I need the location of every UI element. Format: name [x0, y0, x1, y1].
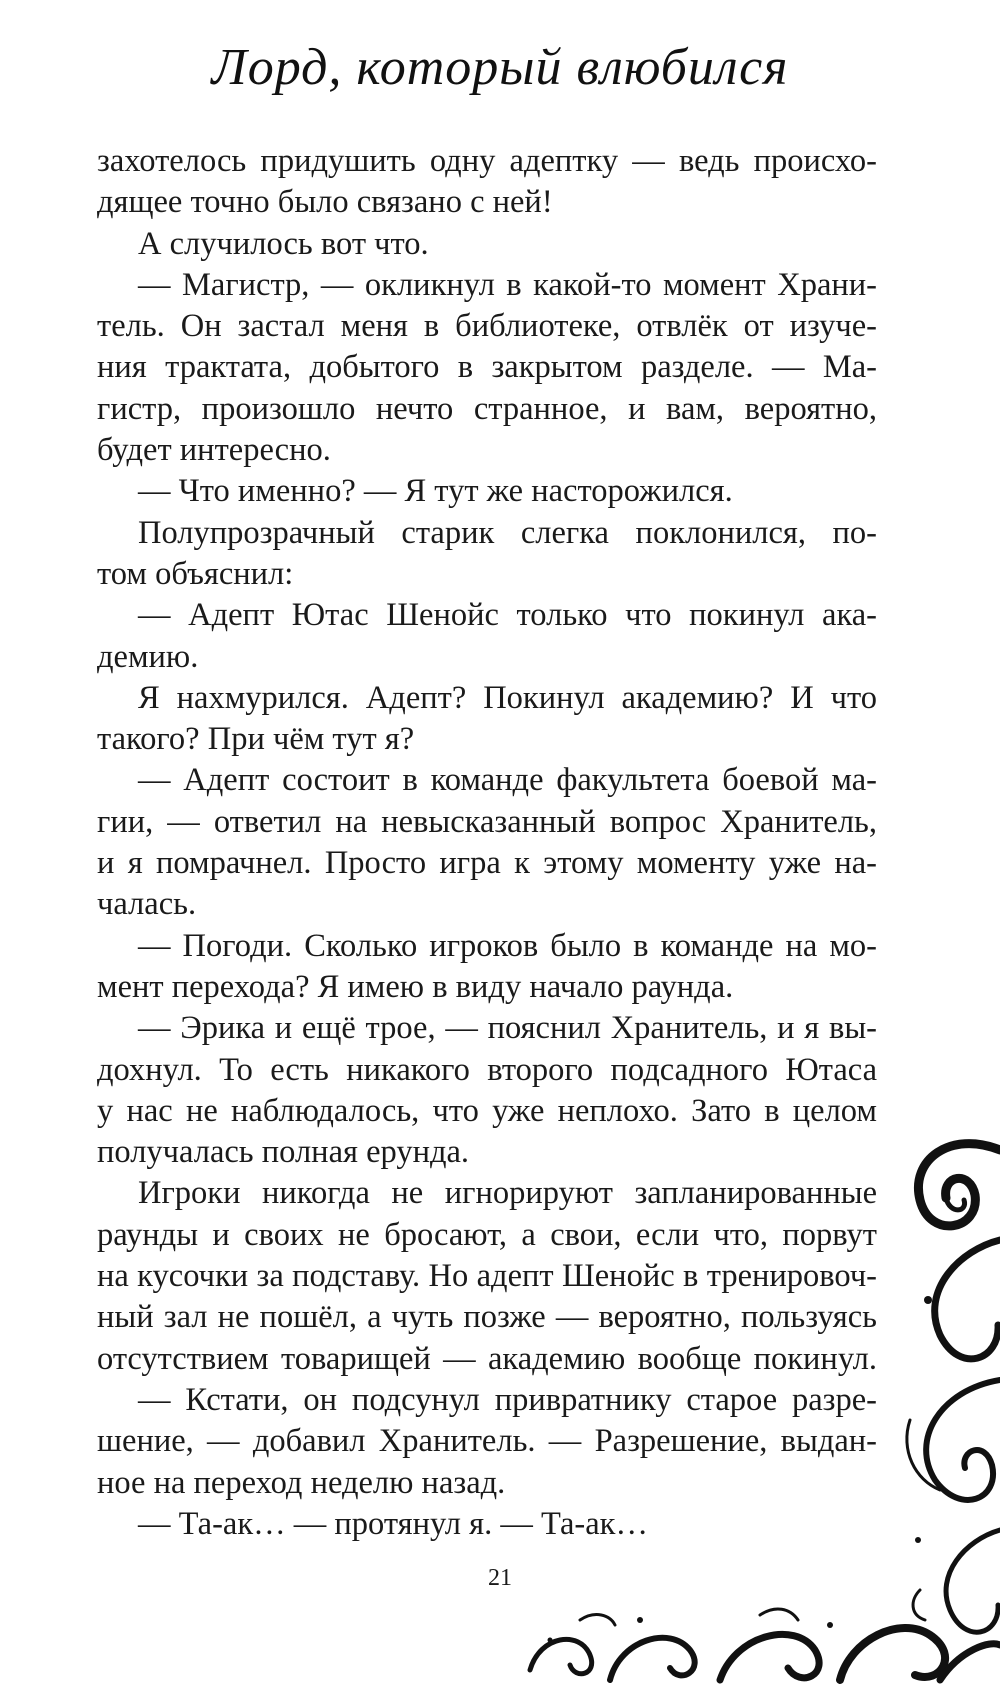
- body-text: [97, 141, 877, 1545]
- text-line: гии, — ответил на невысказанный вопрос Хранитель,: [97, 803, 877, 840]
- text-line: тель. Он застал меня в библиотеке, отвлёк от изуче-: [97, 308, 877, 345]
- text-line: и я помрачнел. Просто игра к этому моменту уже на-: [97, 845, 877, 882]
- text-line: ный зал не пошёл, а чуть позже — вероятно, пользуясь: [97, 1299, 877, 1336]
- text-line: получалась полная ерунда.: [97, 1134, 470, 1171]
- text-line: — Эрика и ещё трое, — пояснил Хранитель, и я вы-: [138, 1010, 877, 1047]
- text-line: Игроки никогда не игнорируют запланированные: [138, 1175, 877, 1212]
- text-line: А случилось вот что.: [138, 225, 429, 262]
- text-line: том объяснил:: [97, 555, 294, 592]
- text-line: дохнул. То есть никакого второго подсадного Ютаса: [97, 1051, 877, 1088]
- text-line: — Адепт Ютас Шенойс только что покинул ака-: [138, 597, 877, 634]
- page-number: 21: [488, 1565, 512, 1591]
- text-line: ния трактата, добытого в закрытом разделе. — Ма-: [97, 349, 877, 386]
- text-line: гистр, произошло нечто странное, и вам, вероятно,: [97, 390, 877, 427]
- text-line: у нас не наблюдалось, что уже неплохо. Зато в целом: [97, 1092, 877, 1129]
- text-line: мент перехода? Я имею в виду начало раунда.: [97, 968, 734, 1005]
- text-line: — Что именно? — Я тут же насторожился.: [138, 473, 733, 510]
- text-line: раунды и своих не бросают, а свои, если что, порвут: [97, 1216, 877, 1253]
- text-line: Полупрозрачный старик слегка поклонился, по-: [138, 514, 877, 551]
- running-head: Лорд, который влюбился: [211, 39, 789, 96]
- text-line: такого? При чём тут я?: [97, 721, 415, 758]
- text-line: — Кстати, он подсунул привратнику старое разре-: [138, 1381, 877, 1418]
- text-line: дящее точно было связано с ней!: [97, 184, 553, 221]
- text-line: — Магистр, — окликнул в какой-то момент Храни-: [138, 266, 877, 303]
- text-line: будет интересно.: [97, 432, 331, 469]
- text-line: Я нахмурился. Адепт? Покинул академию? И что: [138, 679, 877, 716]
- text-line: — Погоди. Сколько игроков было в команде на мо-: [138, 927, 877, 964]
- text-line: ное на переход неделю назад.: [97, 1464, 506, 1501]
- text-line: захотелось придушить одну адептку — ведь происхо-: [97, 143, 877, 179]
- text-line: шение, — добавил Хранитель. — Разрешение, выдан-: [97, 1423, 877, 1460]
- text-line: чалась.: [97, 886, 197, 923]
- text-line: — Адепт состоит в команде факультета боевой ма-: [138, 762, 877, 799]
- swirl-ornament-bottom: [520, 1580, 1000, 1686]
- text-line: — Та-ак… — протянул я. — Та-ак…: [138, 1505, 648, 1542]
- text-line: отсутствием товарищей — академию вообще покинул.: [97, 1340, 877, 1377]
- text-line: демию.: [97, 638, 199, 675]
- text-line: на кусочки за подставу. Но адепт Шенойс в тренировоч-: [97, 1258, 877, 1295]
